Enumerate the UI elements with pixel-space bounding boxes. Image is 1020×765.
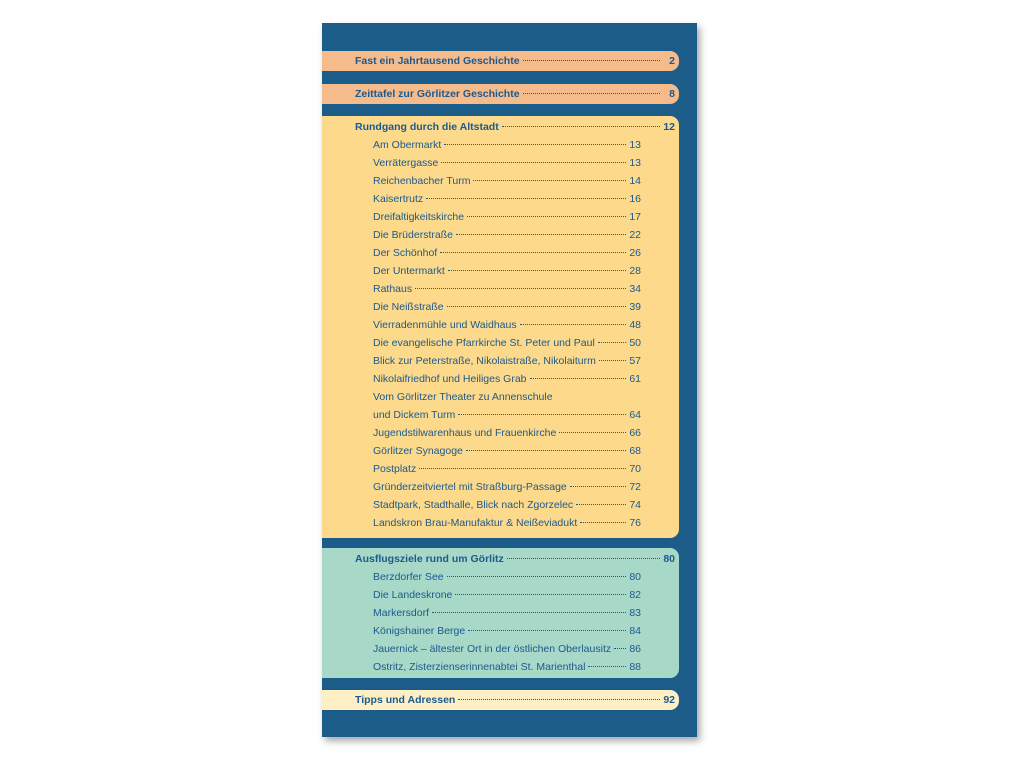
toc-page-number: 76 — [629, 517, 641, 529]
toc-label: Postplatz — [373, 463, 417, 475]
toc-label: Am Obermarkt — [373, 139, 442, 151]
toc-subentry[interactable] — [322, 226, 679, 244]
toc-subentry[interactable] — [322, 388, 679, 406]
toc-page-number: 88 — [629, 661, 641, 673]
toc-subentry[interactable] — [322, 298, 679, 316]
toc-subentry[interactable] — [322, 406, 679, 424]
toc-title: Rundgang durch die Altstadt — [355, 121, 499, 133]
toc-label: Berzdorfer See — [373, 571, 444, 583]
toc-entry[interactable] — [322, 691, 679, 709]
toc-page-number: 80 — [663, 553, 675, 565]
toc-subentry[interactable] — [322, 640, 679, 658]
leader-dots — [530, 378, 627, 379]
toc-subentry[interactable] — [322, 514, 679, 532]
leader-dots — [580, 522, 626, 523]
toc-page — [322, 23, 697, 737]
toc-page-number: 50 — [629, 337, 641, 349]
toc-page-number: 22 — [629, 229, 641, 241]
toc-section-timeline — [322, 84, 679, 104]
leader-dots — [502, 126, 660, 127]
toc-label: und Dickem Turm — [373, 409, 456, 421]
toc-label: Kaisertrutz — [373, 193, 424, 205]
toc-subentry[interactable] — [322, 586, 679, 604]
toc-label: Dreifaltigkeitskirche — [373, 211, 465, 223]
toc-subentry[interactable] — [322, 460, 679, 478]
toc-label: Vierradenmühle und Waidhaus — [373, 319, 517, 331]
toc-page-number: 13 — [629, 157, 641, 169]
toc-title: Fast ein Jahrtausend Geschichte — [355, 55, 520, 67]
toc-page-number: 17 — [629, 211, 641, 223]
toc-label: Vom Görlitzer Theater zu Annenschule — [373, 391, 553, 403]
leader-dots — [523, 93, 660, 94]
leader-dots — [523, 60, 660, 61]
leader-dots — [570, 486, 626, 487]
toc-entry[interactable] — [322, 550, 679, 568]
toc-entry[interactable] — [322, 52, 679, 70]
leader-dots — [507, 558, 660, 559]
leader-dots — [440, 252, 626, 253]
leader-dots — [419, 468, 626, 469]
leader-dots — [432, 612, 626, 613]
toc-subentry[interactable] — [322, 370, 679, 388]
toc-label: Markersdorf — [373, 607, 430, 619]
leader-dots — [466, 450, 626, 451]
toc-page-number: 57 — [629, 355, 641, 367]
toc-label: Nikolaifriedhof und Heiliges Grab — [373, 373, 527, 385]
toc-entry[interactable] — [322, 118, 679, 136]
leader-dots — [588, 666, 626, 667]
leader-dots — [467, 216, 626, 217]
toc-label: Die evangelische Pfarrkirche St. Peter und Paul — [373, 337, 595, 349]
toc-label: Landskron Brau-Manufaktur & Neißeviadukt — [373, 517, 578, 529]
toc-subentry[interactable] — [322, 334, 679, 352]
toc-subentry[interactable] — [322, 622, 679, 640]
toc-label: Jauernick – ältester Ort in der östlichen Oberlausitz — [373, 643, 612, 655]
toc-page-number: 12 — [663, 121, 675, 133]
toc-page-number: 66 — [629, 427, 641, 439]
toc-page-number: 34 — [629, 283, 641, 295]
toc-label: Der Schönhof — [373, 247, 438, 259]
toc-label: Stadtpark, Stadthalle, Blick nach Zgorzelec — [373, 499, 574, 511]
toc-subentry[interactable] — [322, 478, 679, 496]
leader-dots — [468, 630, 626, 631]
toc-page-number: 28 — [629, 265, 641, 277]
toc-page-number: 8 — [669, 88, 675, 100]
leader-dots — [473, 180, 626, 181]
leader-dots — [456, 234, 626, 235]
toc-title: Zeittafel zur Görlitzer Geschichte — [355, 88, 520, 100]
toc-label: Verrätergasse — [373, 157, 439, 169]
toc-page-number: 84 — [629, 625, 641, 637]
leader-dots — [614, 648, 626, 649]
toc-subentry[interactable] — [322, 604, 679, 622]
leader-dots — [426, 198, 626, 199]
toc-subentry[interactable] — [322, 154, 679, 172]
toc-page-number: 48 — [629, 319, 641, 331]
toc-page-number: 13 — [629, 139, 641, 151]
toc-subentry[interactable] — [322, 136, 679, 154]
toc-page-number: 61 — [629, 373, 641, 385]
toc-subentry[interactable] — [322, 442, 679, 460]
toc-subentry[interactable] — [322, 568, 679, 586]
leader-dots — [455, 594, 626, 595]
toc-subentry[interactable] — [322, 190, 679, 208]
toc-subentry[interactable] — [322, 262, 679, 280]
toc-label: Ostritz, Zisterzienserinnenabtei St. Marienthal — [373, 661, 586, 673]
toc-label: Reichenbacher Turm — [373, 175, 471, 187]
leader-dots — [448, 270, 626, 271]
toc-title: Ausflugsziele rund um Görlitz — [355, 553, 504, 565]
toc-label: Der Untermarkt — [373, 265, 445, 277]
toc-page-number: 92 — [663, 694, 675, 706]
leader-dots — [458, 414, 626, 415]
toc-subentry[interactable] — [322, 280, 679, 298]
leader-dots — [447, 576, 626, 577]
leader-dots — [458, 699, 660, 700]
leader-dots — [447, 306, 626, 307]
leader-dots — [441, 162, 626, 163]
toc-page-number: 2 — [669, 55, 675, 67]
toc-label: Die Neißstraße — [373, 301, 444, 313]
toc-page-number: 39 — [629, 301, 641, 313]
leader-dots — [576, 504, 626, 505]
toc-subentry[interactable] — [322, 424, 679, 442]
toc-subentry[interactable] — [322, 244, 679, 262]
toc-page-number: 68 — [629, 445, 641, 457]
toc-page-number: 16 — [629, 193, 641, 205]
toc-section-old-town — [322, 116, 679, 538]
toc-page-number: 74 — [629, 499, 641, 511]
toc-label: Die Brüderstraße — [373, 229, 453, 241]
toc-page-number: 86 — [629, 643, 641, 655]
toc-section-tips — [322, 690, 679, 710]
toc-page-number: 82 — [629, 589, 641, 601]
toc-subentry[interactable] — [322, 208, 679, 226]
toc-subentry[interactable] — [322, 172, 679, 190]
toc-label: Die Landeskrone — [373, 589, 453, 601]
toc-label: Blick zur Peterstraße, Nikolaistraße, Nikolaiturm — [373, 355, 596, 367]
leader-dots — [599, 360, 626, 361]
toc-page-number: 80 — [629, 571, 641, 583]
toc-entry[interactable] — [322, 85, 679, 103]
toc-page-number: 26 — [629, 247, 641, 259]
toc-label: Gründerzeitviertel mit Straßburg-Passage — [373, 481, 567, 493]
toc-page-number: 83 — [629, 607, 641, 619]
toc-subentry[interactable] — [322, 658, 679, 676]
toc-section-history — [322, 51, 679, 71]
toc-label: Rathaus — [373, 283, 413, 295]
toc-title: Tipps und Adressen — [355, 694, 456, 706]
toc-page-number: 70 — [629, 463, 641, 475]
toc-page-number: 72 — [629, 481, 641, 493]
toc-page-number: 64 — [629, 409, 641, 421]
leader-dots — [559, 432, 626, 433]
toc-label: Königshainer Berge — [373, 625, 466, 637]
toc-page-number: 14 — [629, 175, 641, 187]
toc-subentry[interactable] — [322, 496, 679, 514]
leader-dots — [598, 342, 626, 343]
leader-dots — [415, 288, 626, 289]
toc-label: Görlitzer Synagoge — [373, 445, 463, 457]
toc-label: Jugendstilwarenhaus und Frauenkirche — [373, 427, 557, 439]
toc-subentry[interactable] — [322, 316, 679, 334]
toc-subentry[interactable] — [322, 352, 679, 370]
leader-dots — [444, 144, 626, 145]
leader-dots — [520, 324, 626, 325]
toc-section-excursions — [322, 548, 679, 678]
